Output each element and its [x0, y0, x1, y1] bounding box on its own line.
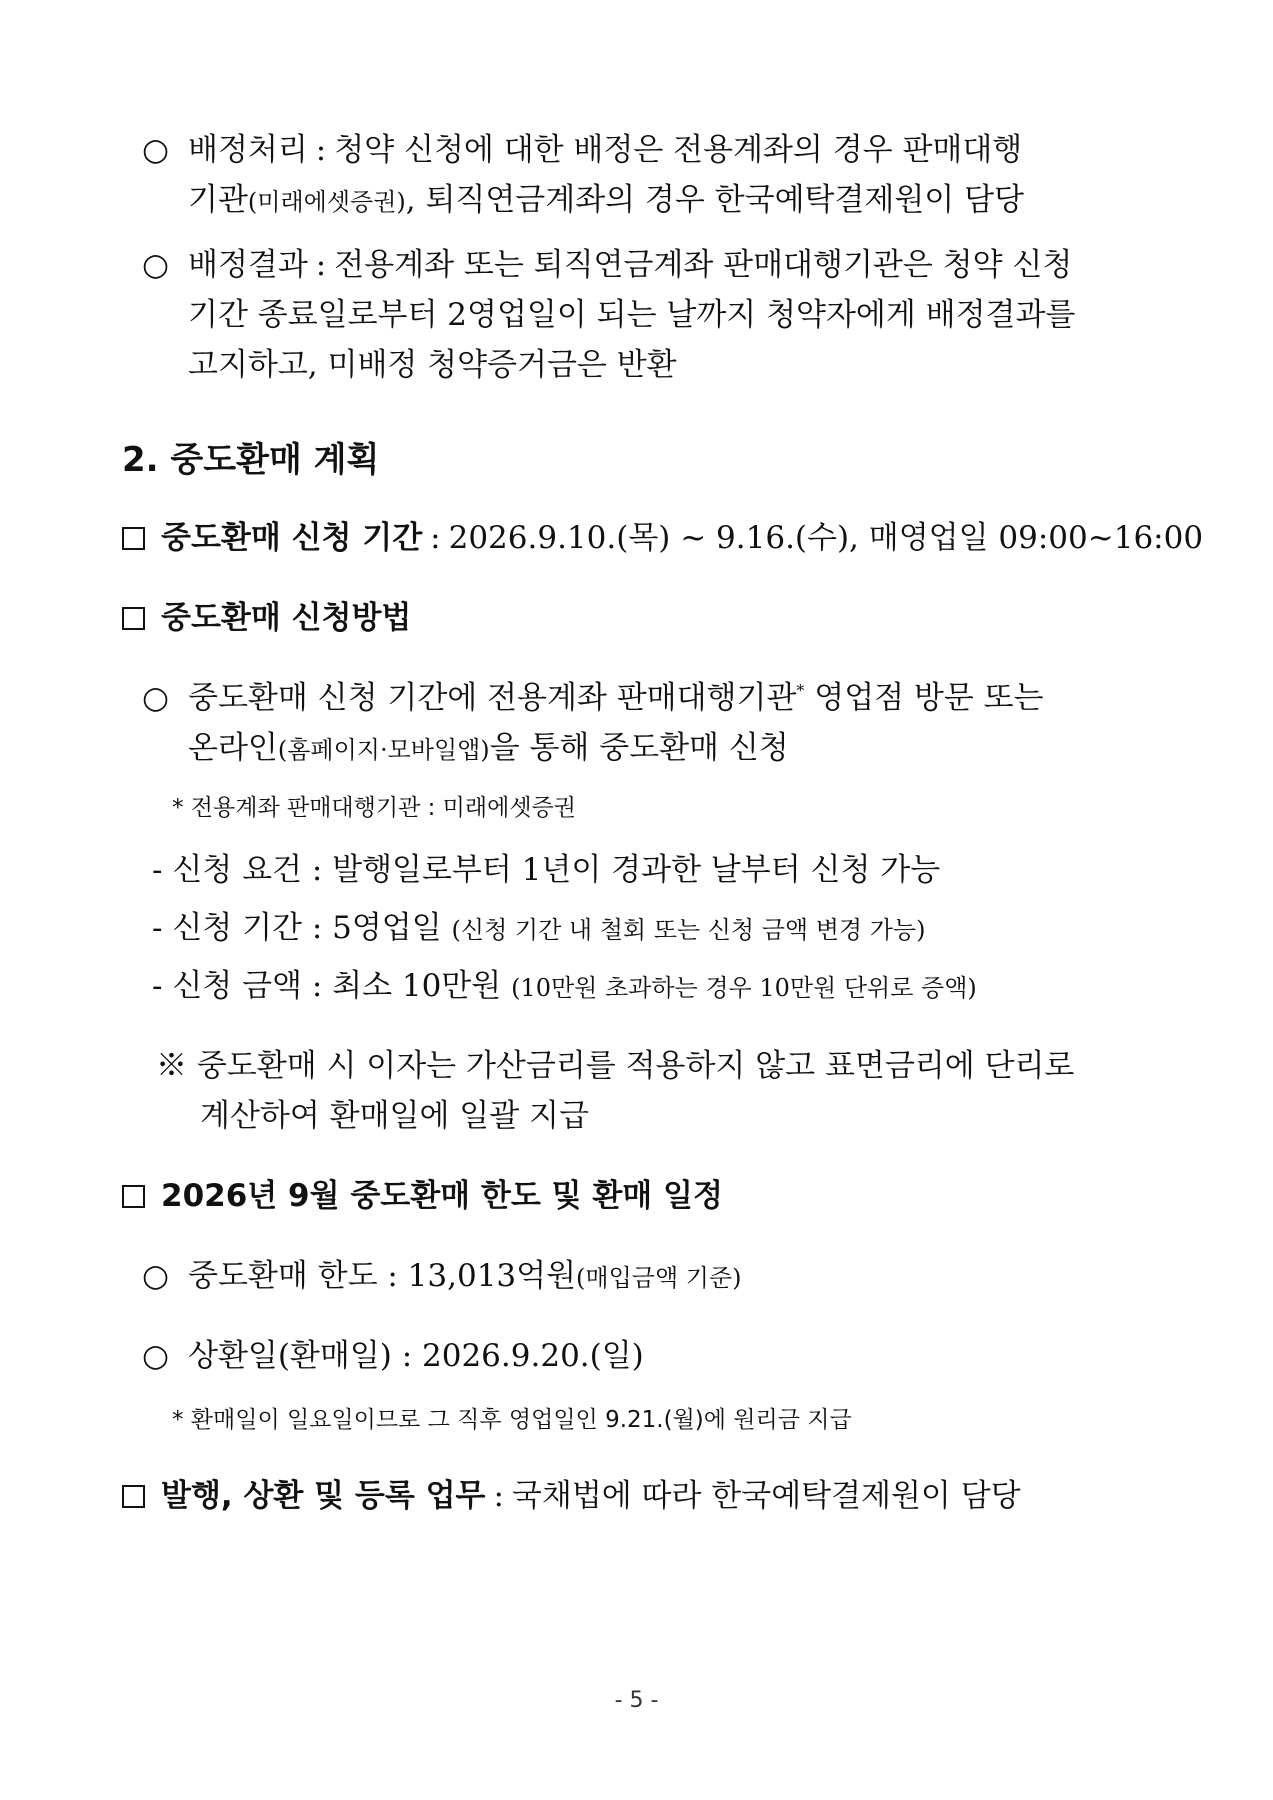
amount-line: - 신청 금액 : 최소 10만원 (10만원 초과하는 경우 10만원 단위로 증액) [152, 968, 977, 1004]
allotment-label: 배정처리 [188, 132, 308, 168]
section-title: 2. 중도환매 계획 [122, 440, 380, 480]
method-title-line: 중도환매 신청방법 [122, 598, 411, 638]
result-line1: ○ 배정결과 : 전용계좌 또는 퇴직연금계좌 판매대행기관은 청약 신청 [142, 247, 1073, 283]
allotment-line2: 기관(미래에셋증권), 퇴직연금계좌의 경우 한국예탁결제원이 담당 [188, 182, 1024, 218]
circle-bullet-icon: ○ [142, 132, 170, 168]
circle-bullet-icon: ○ [142, 1258, 170, 1294]
result-label: 배정결과 [188, 247, 308, 283]
period-days-line: - 신청 기간 : 5영업일 (신청 기간 내 철회 또는 신청 금액 변경 가능) [152, 910, 926, 946]
square-bullet-icon [122, 607, 145, 630]
repay-note: * 환매일이 일요일이므로 그 직후 영업일인 9.21.(월)에 원리금 지급 [172, 1407, 852, 1433]
result-line3: 고지하고, 미배정 청약증거금은 반환 [188, 347, 677, 383]
method-note: * 전용계좌 판매대행기관 : 미래에셋증권 [172, 795, 576, 821]
square-bullet-icon [122, 1185, 145, 1208]
period-label: 중도환매 신청 기간 [161, 520, 423, 556]
requirement-line: - 신청 요건 : 발행일로부터 1년이 경과한 날부터 신청 가능 [152, 852, 941, 888]
repay-line: ○ 상환일(환매일) : 2026.9.20.(일) [142, 1338, 644, 1374]
period-line: 중도환매 신청 기간 : 2026.9.10.(목) ~ 9.16.(수), 매영업일 09:00~16:00 [122, 518, 1203, 558]
page-number: - 5 - [614, 1688, 659, 1713]
result-line2: 기간 종료일로부터 2영업일이 되는 날까지 청약자에게 배정결과를 [188, 297, 1076, 333]
issuance-line: 발행, 상환 및 등록 업무 : 국채법에 따라 한국예탁결제원이 담당 [122, 1476, 1021, 1516]
limit-line: ○ 중도환매 한도 : 13,013억원(매입금액 기준) [142, 1258, 742, 1294]
allotment-line1: ○ 배정처리 : 청약 신청에 대한 배정은 전용계좌의 경우 판매대행 [142, 132, 1023, 168]
remark-line2: 계산하여 환매일에 일괄 지급 [200, 1098, 589, 1134]
square-bullet-icon [122, 1485, 145, 1508]
remark-line1: ※ 중도환매 시 이자는 가산금리를 적용하지 않고 표면금리에 단리로 [156, 1048, 1075, 1084]
circle-bullet-icon: ○ [142, 1338, 170, 1374]
circle-bullet-icon: ○ [142, 680, 170, 716]
circle-bullet-icon: ○ [142, 247, 170, 283]
limit-title-line: 2026년 9월 중도환매 한도 및 환매 일정 [122, 1176, 723, 1216]
period-value: 2026.9.10.(목) ~ 9.16.(수), 매영업일 09:00~16:00 [448, 520, 1204, 556]
method-line2: 온라인(홈페이지·모바일앱)을 통해 중도환매 신청 [188, 730, 789, 766]
method-line1: ○ 중도환매 신청 기간에 전용계좌 판매대행기관* 영업점 방문 또는 [142, 680, 1044, 716]
square-bullet-icon [122, 527, 145, 550]
